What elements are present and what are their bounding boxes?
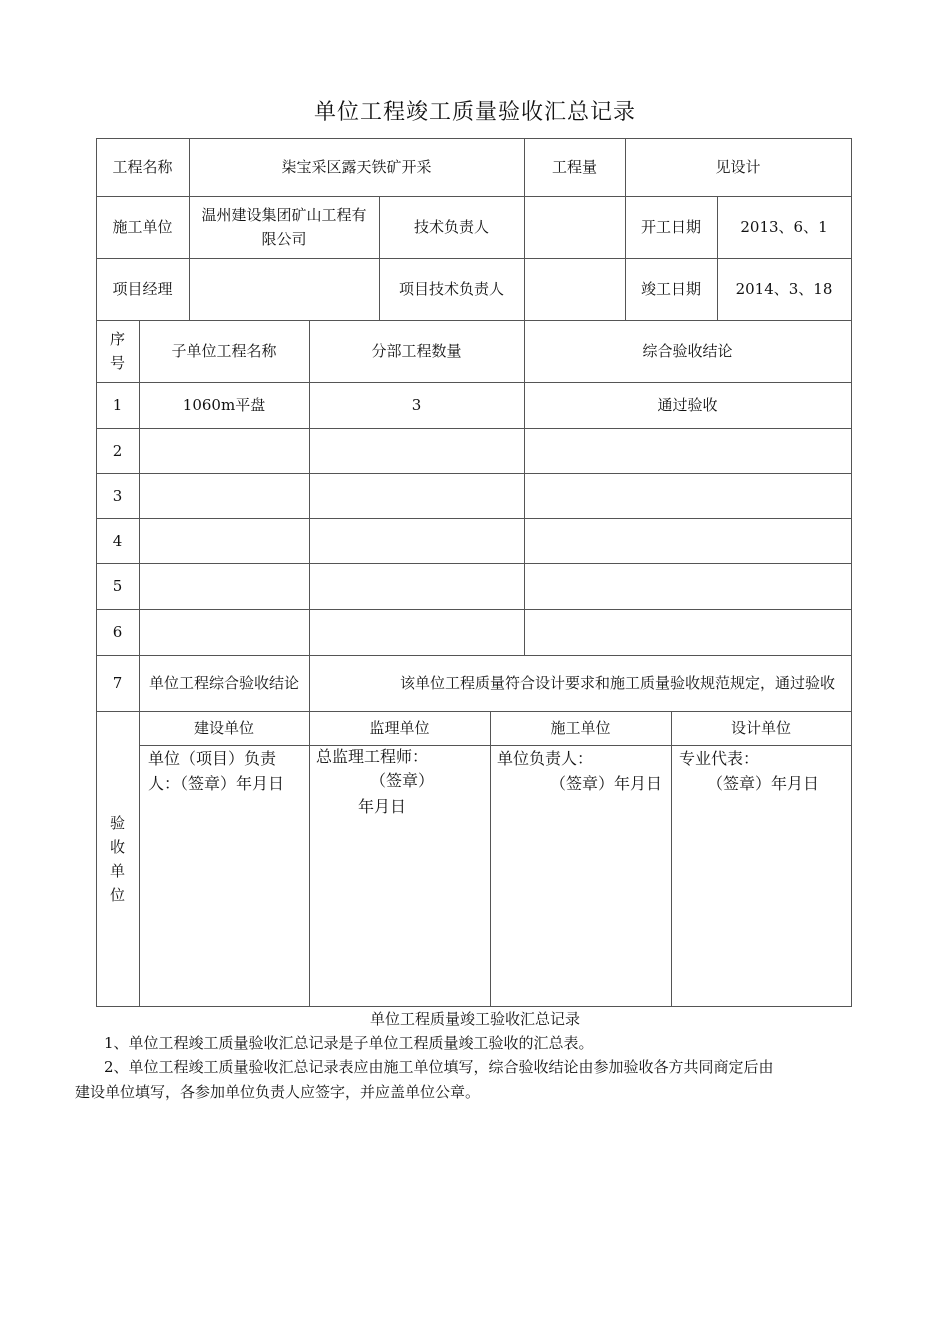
- row-seq: 3: [112, 486, 123, 505]
- supervision-sign-line2: （签章）: [370, 771, 435, 790]
- project-name-value: 柒宝采区露天铁矿开采: [281, 158, 432, 176]
- manager-value: [189, 258, 379, 320]
- unit-contractor-name: 施工单位: [550, 719, 611, 737]
- construction-sign-line2: 人：（签章）年月日: [148, 774, 285, 793]
- summary-seq: 7: [112, 674, 123, 692]
- end-date-label: 竣工日期: [640, 280, 701, 298]
- row-conclusion: [524, 518, 851, 563]
- row-seq: 5: [112, 577, 123, 595]
- contractor-sign-line1: 单位负责人：: [497, 749, 594, 768]
- row-division-count: [309, 518, 524, 563]
- end-date-value: 2014、3、18: [735, 280, 833, 298]
- row-seq: 4: [112, 531, 123, 550]
- notes-line2a: 2、单位工程竣工质量验收汇总记录表应由施工单位填写，综合验收结论由参加验收各方共同商定后由: [104, 1058, 774, 1076]
- start-date-label: 开工日期: [640, 218, 701, 236]
- row-conclusion: [524, 609, 851, 655]
- unit-supervision-name: 监理单位: [369, 719, 430, 737]
- design-sign-line1: 专业代表：: [679, 749, 760, 768]
- row-seq: 6: [112, 623, 123, 641]
- row-division-count: [309, 563, 524, 609]
- quantity-label: 工程量: [551, 158, 597, 176]
- tech-lead-value: [524, 196, 625, 258]
- supervision-sign-line3: 年月日: [358, 797, 407, 816]
- row-division-count: [309, 428, 524, 473]
- row-conclusion: 通过验收: [657, 396, 718, 414]
- notes-line2b: 建设单位填写，各参加单位负责人应签字，并应盖单位公章。: [75, 1083, 481, 1101]
- contractor-sign-line2: （签章）年月日: [550, 774, 663, 793]
- tech-lead-label: 技术负责人: [413, 218, 489, 236]
- unit-design-name: 设计单位: [730, 719, 791, 737]
- column-header-conclusion: 综合验收结论: [642, 342, 733, 360]
- page-title: 单位工程竣工质量验收汇总记录: [313, 100, 636, 125]
- row-seq: 1: [112, 396, 123, 414]
- row-sub-project: [139, 428, 309, 473]
- summary-label: 单位工程综合验收结论: [148, 674, 299, 692]
- row-division-count: [309, 473, 524, 518]
- summary-text: 该单位工程质量符合设计要求和施工质量验收规范规定，通过验收: [399, 674, 835, 692]
- acceptance-label: 验收单位: [109, 813, 125, 904]
- project-tech-lead-label: 项目技术负责人: [398, 280, 504, 298]
- row-seq: 2: [112, 441, 123, 460]
- row-sub-project: [139, 473, 309, 518]
- design-sign-line2: （签章）年月日: [707, 774, 820, 793]
- column-header-seq: 序号: [109, 330, 125, 372]
- notes-heading: 单位工程质量竣工验收汇总记录: [369, 1010, 580, 1028]
- row-division-count: 3: [411, 396, 422, 414]
- row-conclusion: [524, 428, 851, 473]
- construction-sign-line1: 单位（项目）负责: [148, 749, 277, 768]
- row-sub-project: 1060m平盘: [182, 396, 266, 414]
- row-conclusion: [524, 563, 851, 609]
- manager-label: 项目经理: [112, 280, 173, 298]
- quantity-value: 见设计: [715, 158, 761, 176]
- project-tech-lead-value: [524, 258, 625, 320]
- project-name-label: 工程名称: [112, 158, 173, 176]
- notes-line1: 1、单位工程竣工质量验收汇总记录是子单位工程质量竣工验收的汇总表。: [104, 1034, 594, 1052]
- contractor-label: 施工单位: [112, 218, 173, 236]
- start-date-value: 2013、6、1: [740, 218, 828, 236]
- row-division-count: [309, 609, 524, 655]
- column-header-sub-project: 子单位工程名称: [171, 342, 277, 360]
- row-conclusion: [524, 473, 851, 518]
- column-header-division-count: 分部工程数量: [371, 342, 462, 360]
- supervision-sign-line1: 总监理工程师：: [316, 747, 429, 766]
- row-sub-project: [139, 609, 309, 655]
- contractor-value: 温州建设集团矿山工程有限公司: [201, 206, 367, 248]
- row-sub-project: [139, 518, 309, 563]
- unit-construction-name: 建设单位: [193, 719, 254, 737]
- row-sub-project: [139, 563, 309, 609]
